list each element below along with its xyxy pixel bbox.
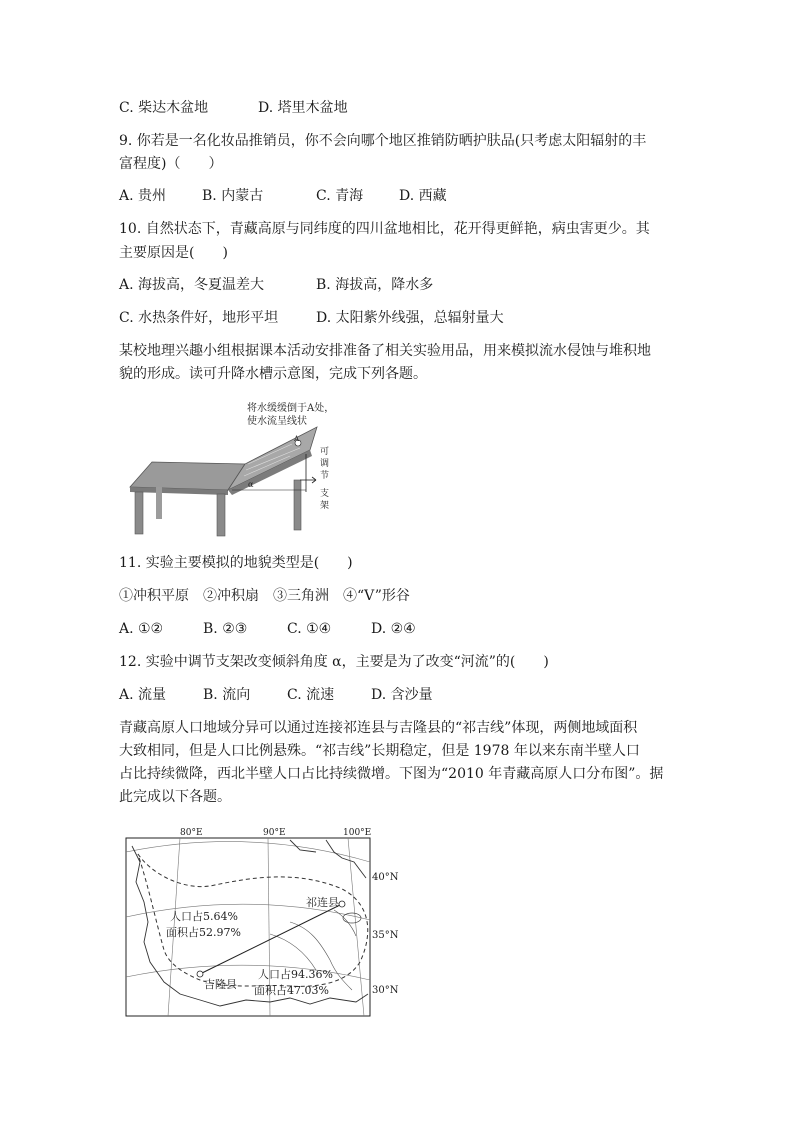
intro2-line2: 大致相同，但是人口比例悬殊。“祁吉线”长期稳定，但是 1978 年以来东南半壁人口 — [119, 743, 640, 759]
q9-option-c: C. 青海 — [316, 188, 364, 204]
se-area-share: 面积占47.03% — [254, 984, 329, 997]
qilian-marker — [339, 901, 345, 907]
intro2-line3: 占比持续微降，西北半壁人口占比持续微增。下图为“2010 年青藏高原人口分布图”。据 — [119, 766, 664, 782]
q10-option-a: A. 海拔高，冬夏温差大 — [119, 277, 265, 293]
lon-label-90e: 90°E — [263, 828, 286, 838]
jilong-marker — [197, 971, 203, 977]
water-trough-figure — [120, 392, 350, 540]
nw-area-share: 面积占52.97% — [166, 926, 241, 939]
intro2-line1: 青藏高原人口地域分异可以通过连接祁连县与吉隆县的“祁吉线”体现，两侧地域面积 — [119, 720, 638, 736]
table-leg — [135, 492, 143, 534]
q11-stem: 11. 实验主要模拟的地貌类型是( ) — [119, 555, 353, 571]
intro2-line4: 此完成以下各题。 — [119, 789, 231, 805]
nw-population-share: 人口占5.64% — [170, 910, 238, 923]
lat-label-40n: 40°N — [372, 872, 399, 883]
q10-option-d: D. 太阳紫外线强，总辐射量大 — [316, 310, 504, 326]
intro1-line2: 貌的形成。读可升降水槽示意图，完成下列各题。 — [119, 366, 427, 382]
support-arrow-head — [312, 480, 316, 483]
fig1-support-char: 可 — [320, 447, 330, 457]
fig1-label-alpha: α — [248, 480, 254, 489]
support-arrow-head — [312, 477, 316, 480]
q8-option-d: D. 塔里木盆地 — [258, 100, 348, 116]
se-population-share: 人口占94.36% — [258, 968, 333, 981]
fig1-support-char: 支 — [320, 489, 330, 499]
lat-label-30n: 30°N — [372, 985, 399, 996]
q9-option-b: B. 内蒙古 — [202, 188, 264, 204]
table-leg — [217, 494, 225, 536]
q11-option-b: B. ②③ — [203, 621, 248, 637]
population-map — [120, 822, 380, 1022]
table-top — [130, 462, 245, 490]
q8-option-c: C. 柴达木盆地 — [119, 100, 209, 116]
fig1-support-char: 节 — [320, 471, 330, 481]
fig1-support-char: 架 — [320, 501, 330, 511]
q9-option-a: A. 贵州 — [119, 188, 167, 204]
q12-option-b: B. 流向 — [203, 687, 251, 703]
q9-stem-line1: 9. 你若是一名化妆品推销员，你不会向哪个地区推销防晒护肤品(只考虑太阳辐射的丰 — [119, 133, 647, 149]
fig1-caption-line1: 将水缓缓倒于A处， — [247, 403, 335, 414]
lon-label-80e: 80°E — [180, 828, 203, 838]
lat-label-35n: 35°N — [372, 930, 399, 941]
q11-option-a: A. ①② — [119, 621, 164, 637]
q11-items: ①冲积平原 ②冲积扇 ③三角洲 ④“V”形谷 — [119, 588, 410, 604]
q9-stem-line2: 富程度)（ ） — [119, 156, 223, 172]
q9-option-d: D. 西藏 — [399, 188, 447, 204]
q12-option-d: D. 含沙量 — [371, 687, 433, 703]
q10-stem-line1: 10. 自然状态下，青藏高原与同纬度的四川盆地相比，花开得更鲜艳，病虫害更少。其 — [119, 221, 650, 237]
q10-stem-line2: 主要原因是( ) — [119, 245, 228, 261]
table-leg — [294, 480, 301, 530]
q12-option-a: A. 流量 — [119, 687, 167, 703]
q11-option-c: C. ①④ — [287, 621, 332, 637]
intro1-line1: 某校地理兴趣小组根据课本活动安排准备了相关实验用品，用来模拟流水侵蚀与堆积地 — [119, 343, 651, 359]
q10-option-c: C. 水热条件好，地形平坦 — [119, 310, 279, 326]
fig1-label-a: A — [294, 435, 300, 443]
county-jilong-label: 吉隆县 — [204, 978, 237, 991]
table-leg — [156, 487, 162, 519]
fig1-caption-line2: 使水流呈线状 — [247, 416, 307, 427]
lon-label-100e: 100°E — [343, 828, 372, 838]
county-qilian-label: 祁连县 — [306, 896, 339, 909]
q10-option-b: B. 海拔高，降水多 — [316, 277, 434, 293]
fig1-support-char: 调 — [320, 459, 330, 469]
q12-option-c: C. 流速 — [287, 687, 335, 703]
q11-option-d: D. ②④ — [371, 621, 416, 637]
q12-stem: 12. 实验中调节支架改变倾斜角度 α，主要是为了改变“河流”的( ) — [119, 654, 549, 670]
map-frame — [126, 838, 370, 1016]
